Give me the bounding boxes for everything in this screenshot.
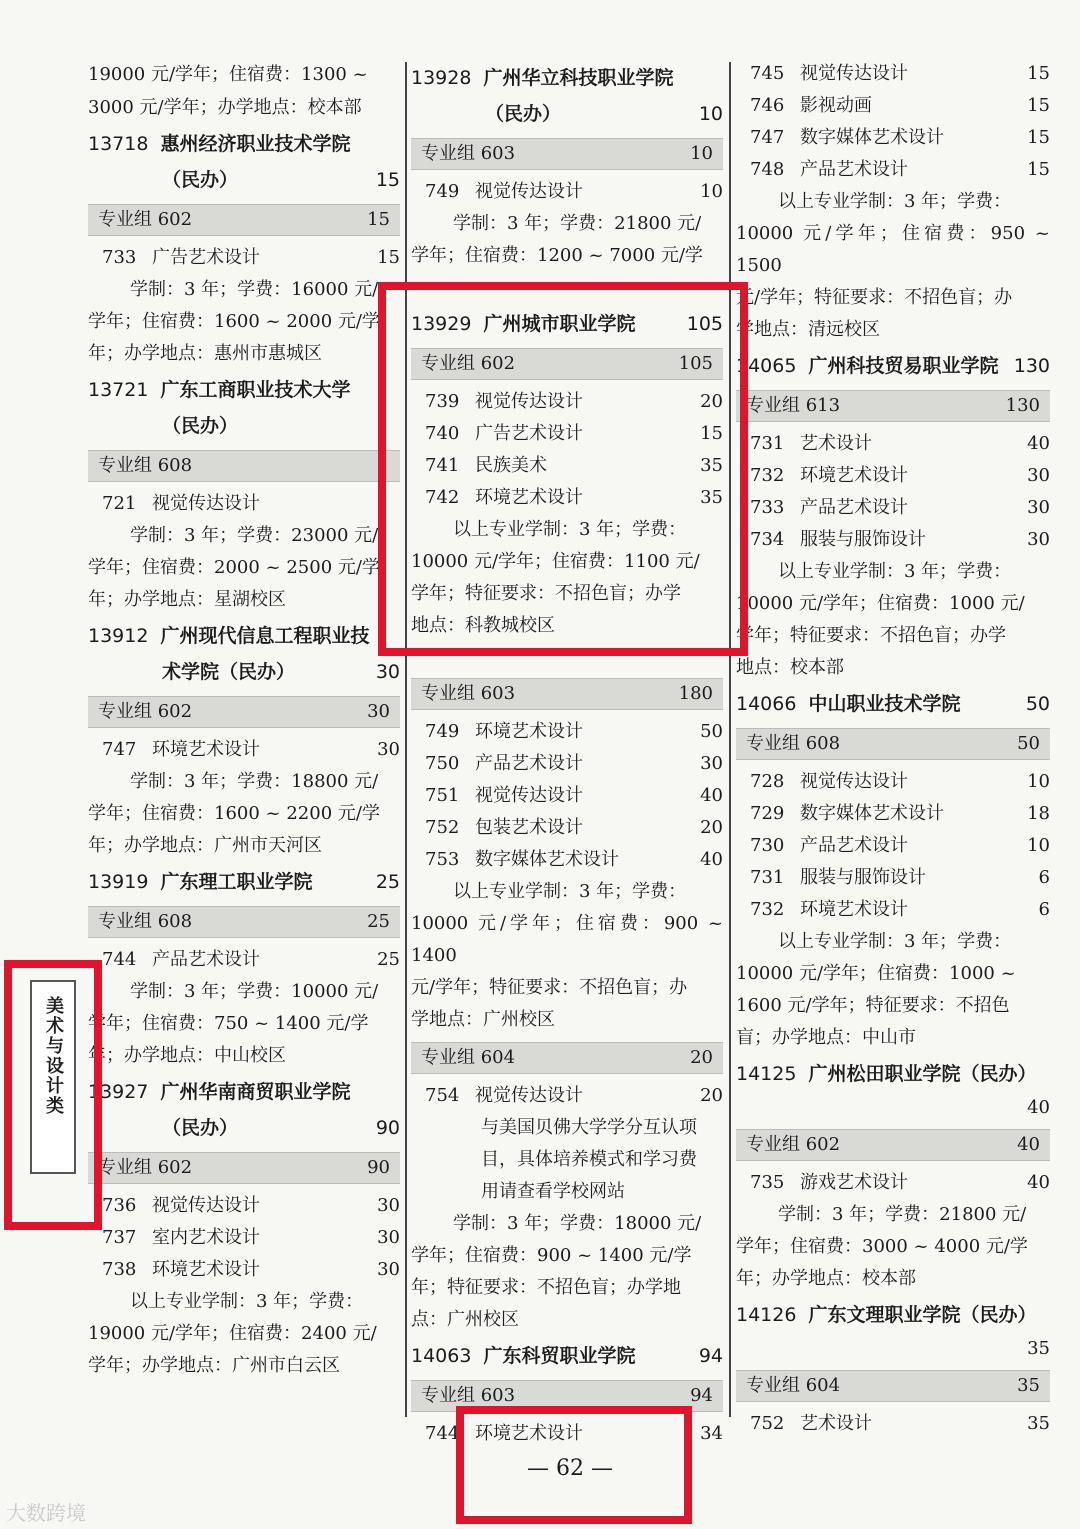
group-count: 180 bbox=[678, 683, 713, 704]
major-code: 731 bbox=[750, 433, 785, 454]
major-name: 环境艺术设计 bbox=[800, 899, 908, 920]
major-code: 733 bbox=[750, 497, 785, 518]
institution-name: 广州华南商贸职业学院 bbox=[160, 1081, 351, 1103]
major-row bbox=[411, 176, 723, 208]
major-name: 数字媒体艺术设计 bbox=[800, 803, 944, 824]
institution-count: 35 bbox=[1027, 1338, 1050, 1359]
desc-line: 年；办学地点：校本部 bbox=[736, 1268, 916, 1289]
desc-line: 点：广州校区 bbox=[411, 1309, 519, 1330]
note-line: 与美国贝佛大学学分互认项 bbox=[481, 1117, 697, 1138]
major-count: 15 bbox=[1027, 127, 1050, 148]
major-name: 产品艺术设计 bbox=[152, 949, 260, 970]
major-code: 747 bbox=[750, 127, 785, 148]
major-code: 737 bbox=[102, 1227, 137, 1248]
major-row bbox=[411, 716, 723, 748]
column-divider bbox=[729, 62, 731, 1417]
desc-line: 学年；办学地点：广州市白云区 bbox=[88, 1355, 340, 1376]
major-name: 环境艺术设计 bbox=[475, 1423, 583, 1444]
major-count: 34 bbox=[700, 1423, 723, 1444]
column-divider bbox=[405, 62, 407, 1417]
category-label: 美术与设计类 bbox=[43, 996, 64, 1116]
major-count: 20 bbox=[700, 817, 723, 838]
group-count: 94 bbox=[690, 1385, 713, 1406]
major-row bbox=[736, 830, 1050, 862]
institution-13919 bbox=[88, 864, 400, 900]
institution-14125 bbox=[736, 1056, 1050, 1092]
major-row bbox=[88, 1222, 400, 1254]
institution-name: 广东理工职业学院 bbox=[160, 871, 313, 893]
institution-name: 广州现代信息工程职业技 bbox=[160, 625, 370, 647]
major-name: 视觉传达设计 bbox=[800, 771, 908, 792]
major-row bbox=[88, 488, 400, 520]
institution-count: 105 bbox=[686, 313, 723, 335]
major-code: 730 bbox=[750, 835, 785, 856]
major-count: 18 bbox=[1027, 803, 1050, 824]
watermark: 大数跨境 bbox=[6, 1501, 86, 1525]
desc-line: 以上专业学制：3 年；学费： bbox=[453, 881, 687, 902]
group-label: 专业组 603 bbox=[421, 143, 516, 164]
column-2 bbox=[411, 58, 723, 1450]
desc-line: 元/学年；特征要求：不招色盲；办 bbox=[411, 977, 688, 998]
major-count: 35 bbox=[700, 487, 723, 508]
major-count: 40 bbox=[700, 785, 723, 806]
major-name: 视觉传达设计 bbox=[152, 1195, 260, 1216]
institution-14126 bbox=[736, 1297, 1050, 1333]
major-code: 752 bbox=[750, 1413, 785, 1434]
group-label: 专业组 604 bbox=[421, 1047, 516, 1068]
major-row bbox=[88, 242, 400, 274]
desc-line: 10000 元/学年；住宿费：1000 元/ bbox=[736, 593, 1025, 614]
group-label: 专业组 613 bbox=[746, 395, 841, 416]
desc-line: 年；办学地点：星湖校区 bbox=[88, 589, 286, 610]
institution-suffix: （民办） bbox=[162, 1117, 239, 1139]
desc-line: 以上专业学制：3 年；学费： bbox=[778, 561, 1012, 582]
major-count: 40 bbox=[1027, 1172, 1050, 1193]
group-count: 20 bbox=[690, 1047, 713, 1068]
note-line: 目，具体培养模式和学习费 bbox=[481, 1149, 697, 1170]
group-header bbox=[736, 1129, 1050, 1161]
major-count: 20 bbox=[700, 1085, 723, 1106]
major-row bbox=[736, 894, 1050, 926]
major-name: 服装与服饰设计 bbox=[800, 867, 926, 888]
major-count: 15 bbox=[377, 247, 400, 268]
major-code: 736 bbox=[102, 1195, 137, 1216]
major-name: 环境艺术设计 bbox=[152, 739, 260, 760]
group-count: 90 bbox=[367, 1157, 390, 1178]
major-count: 6 bbox=[1038, 899, 1050, 920]
desc-line: 学制：3 年；学费：18000 元/ bbox=[453, 1213, 702, 1234]
institution-code: 14063 bbox=[411, 1345, 472, 1367]
major-count: 10 bbox=[700, 181, 723, 202]
major-count: 6 bbox=[1038, 867, 1050, 888]
major-code: 742 bbox=[425, 487, 460, 508]
desc-line: 年；办学地点：中山校区 bbox=[88, 1045, 286, 1066]
major-code: 744 bbox=[425, 1423, 460, 1444]
major-name: 艺术设计 bbox=[800, 433, 872, 454]
major-name: 广告艺术设计 bbox=[152, 247, 260, 268]
institution-name: 惠州经济职业技术学院 bbox=[160, 133, 351, 155]
major-code: 731 bbox=[750, 867, 785, 888]
institution-count-row bbox=[736, 1333, 1050, 1364]
group-header bbox=[88, 1152, 400, 1184]
group-count: 35 bbox=[1017, 1375, 1040, 1396]
desc-line: 元/学年；特征要求：不招色盲；办 bbox=[736, 287, 1013, 308]
institution-name: 广州华立科技职业学院 bbox=[483, 67, 674, 89]
institution-suffix-row bbox=[88, 408, 400, 444]
institution-count-row bbox=[736, 1092, 1050, 1123]
institution-suffix: （民办） bbox=[162, 415, 239, 437]
highlight-box-side-tab bbox=[4, 960, 102, 1230]
desc-line: 以上专业学制：3 年；学费： bbox=[453, 519, 687, 540]
desc-line: 1600 元/学年；特征要求：不招色 bbox=[736, 995, 1010, 1016]
group-count: 130 bbox=[1005, 395, 1040, 416]
group-header bbox=[736, 1370, 1050, 1402]
major-code: 732 bbox=[750, 899, 785, 920]
institution-name: 广东工商职业技术大学 bbox=[160, 379, 351, 401]
group-count: 25 bbox=[367, 911, 390, 932]
major-code: 732 bbox=[750, 465, 785, 486]
desc-line: 地点：科教城校区 bbox=[411, 615, 555, 636]
institution-suffix: （民办） bbox=[162, 169, 239, 191]
major-code: 739 bbox=[425, 391, 460, 412]
group-label: 专业组 604 bbox=[746, 1375, 841, 1396]
major-count: 35 bbox=[700, 455, 723, 476]
major-count: 35 bbox=[1027, 1413, 1050, 1434]
institution-count: 94 bbox=[698, 1345, 723, 1367]
group-count: 40 bbox=[1017, 1134, 1040, 1155]
major-row bbox=[736, 862, 1050, 894]
institution-code: 13927 bbox=[88, 1081, 149, 1103]
desc-line: 盲；办学地点：中山市 bbox=[736, 1027, 916, 1048]
major-code: 749 bbox=[425, 181, 460, 202]
group-label: 专业组 608 bbox=[746, 733, 841, 754]
major-row bbox=[411, 748, 723, 780]
major-code: 746 bbox=[750, 95, 785, 116]
major-row bbox=[736, 492, 1050, 524]
major-name: 视觉传达设计 bbox=[475, 1085, 583, 1106]
major-name: 产品艺术设计 bbox=[800, 497, 908, 518]
desc-line: 学制：3 年；学费：16000 元/ bbox=[130, 279, 379, 300]
desc-line: 学制：3 年；学费：18800 元/ bbox=[130, 771, 379, 792]
institution-count: 40 bbox=[1027, 1097, 1050, 1118]
major-code: 734 bbox=[750, 529, 785, 550]
desc-line: 学年；住宿费：1200 ~ 7000 元/学 bbox=[411, 245, 703, 266]
desc-line: 学地点：广州校区 bbox=[411, 1009, 555, 1030]
column-1 bbox=[88, 58, 400, 1382]
major-name: 视觉传达设计 bbox=[152, 493, 260, 514]
institution-14066 bbox=[736, 686, 1050, 722]
major-count: 15 bbox=[1027, 63, 1050, 84]
major-code: 750 bbox=[425, 753, 460, 774]
desc-line: 以上专业学制：3 年；学费： bbox=[130, 1291, 364, 1312]
major-count: 30 bbox=[377, 1227, 400, 1248]
desc-line: 10000 元/学年；住宿费：1000 ~ bbox=[736, 963, 1016, 984]
desc-line: 10000 元/学年；住宿费：950 ~ 1500 bbox=[736, 223, 1050, 276]
desc-line: 年；特征要求：不招色盲；办学地 bbox=[411, 1277, 681, 1298]
major-name: 视觉传达设计 bbox=[475, 181, 583, 202]
desc-line: 学年；住宿费：1600 ~ 2000 元/学 bbox=[88, 311, 380, 332]
group-label: 专业组 608 bbox=[98, 455, 193, 476]
institution-suffix-row bbox=[411, 96, 723, 132]
group-header bbox=[88, 204, 400, 236]
group-count: 15 bbox=[367, 209, 390, 230]
major-row bbox=[411, 1080, 723, 1112]
major-code: 728 bbox=[750, 771, 785, 792]
major-code: 748 bbox=[750, 159, 785, 180]
major-code: 733 bbox=[102, 247, 137, 268]
major-row bbox=[736, 798, 1050, 830]
major-code: 729 bbox=[750, 803, 785, 824]
major-name: 环境艺术设计 bbox=[800, 465, 908, 486]
major-name: 数字媒体艺术设计 bbox=[475, 849, 619, 870]
institution-name: 广东文理职业学院（民办） bbox=[808, 1304, 1037, 1326]
institution-13718 bbox=[88, 126, 400, 162]
major-row bbox=[736, 428, 1050, 460]
group-label: 专业组 602 bbox=[98, 1157, 193, 1178]
major-name: 影视动画 bbox=[800, 95, 872, 116]
group-label: 专业组 608 bbox=[98, 911, 193, 932]
major-name: 环境艺术设计 bbox=[475, 721, 583, 742]
text-line: 3000 元/学年；办学地点：校本部 bbox=[88, 97, 362, 118]
institution-name: 广州科技贸易职业学院 bbox=[808, 355, 999, 377]
major-code: 749 bbox=[425, 721, 460, 742]
major-count: 30 bbox=[377, 739, 400, 760]
major-row bbox=[88, 734, 400, 766]
institution-code: 14066 bbox=[736, 693, 797, 715]
major-code: 721 bbox=[102, 493, 137, 514]
institution-14065 bbox=[736, 348, 1050, 384]
institution-code: 13912 bbox=[88, 625, 149, 647]
group-label: 专业组 602 bbox=[746, 1134, 841, 1155]
institution-code: 13928 bbox=[411, 67, 472, 89]
major-name: 民族美术 bbox=[475, 455, 547, 476]
major-name: 产品艺术设计 bbox=[800, 159, 908, 180]
major-row bbox=[736, 1408, 1050, 1440]
group-header bbox=[88, 906, 400, 938]
group-header bbox=[88, 450, 400, 482]
group-header bbox=[411, 1042, 723, 1074]
institution-suffix-row bbox=[88, 162, 400, 198]
desc-line: 以上专业学制：3 年；学费： bbox=[778, 931, 1012, 952]
institution-13912 bbox=[88, 618, 400, 654]
major-name: 环境艺术设计 bbox=[152, 1259, 260, 1280]
desc-line: 学年；住宿费：750 ~ 1400 元/学 bbox=[88, 1013, 369, 1034]
major-count: 10 bbox=[1027, 771, 1050, 792]
desc-line: 学年；特征要求：不招色盲；办学 bbox=[736, 625, 1006, 646]
desc-line: 学年；住宿费：1600 ~ 2200 元/学 bbox=[88, 803, 380, 824]
major-code: 752 bbox=[425, 817, 460, 838]
major-count: 30 bbox=[377, 1259, 400, 1280]
major-count: 30 bbox=[700, 753, 723, 774]
major-code: 754 bbox=[425, 1085, 460, 1106]
group-count: 30 bbox=[367, 701, 390, 722]
institution-name: 广东科贸职业学院 bbox=[483, 1345, 636, 1367]
desc-line: 学制：3 年；学费：21800 元/ bbox=[778, 1204, 1027, 1225]
institution-suffix-row bbox=[88, 654, 400, 690]
major-count: 30 bbox=[1027, 529, 1050, 550]
institution-code: 13929 bbox=[411, 313, 472, 335]
desc-line: 年；办学地点：广州市天河区 bbox=[88, 835, 322, 856]
note-line: 用请查看学校网站 bbox=[481, 1181, 625, 1202]
major-name: 游戏艺术设计 bbox=[800, 1172, 908, 1193]
desc-line: 学年；特征要求：不招色盲；办学 bbox=[411, 583, 681, 604]
desc-line: 年；办学地点：惠州市惠城区 bbox=[88, 343, 322, 364]
desc-line: 10000 元/学年；住宿费：900 ~ 1400 bbox=[411, 913, 723, 966]
desc-line: 学年；住宿费：900 ~ 1400 元/学 bbox=[411, 1245, 692, 1266]
group-header bbox=[736, 390, 1050, 422]
major-row bbox=[736, 58, 1050, 90]
desc-line: 学地点：清远校区 bbox=[736, 319, 880, 340]
group-label: 专业组 602 bbox=[421, 353, 516, 374]
group-header bbox=[736, 728, 1050, 760]
group-label: 专业组 603 bbox=[421, 683, 516, 704]
major-row bbox=[88, 1190, 400, 1222]
major-name: 产品艺术设计 bbox=[475, 753, 583, 774]
major-name: 广告艺术设计 bbox=[475, 423, 583, 444]
major-code: 740 bbox=[425, 423, 460, 444]
institution-count: 90 bbox=[375, 1117, 400, 1139]
group-count: 105 bbox=[678, 353, 713, 374]
text-line: 19000 元/学年；住宿费：1300 ~ bbox=[88, 64, 368, 85]
institution-count: 30 bbox=[375, 661, 400, 683]
major-row bbox=[411, 844, 723, 876]
major-row bbox=[88, 1254, 400, 1286]
major-code: 741 bbox=[425, 455, 460, 476]
major-code: 745 bbox=[750, 63, 785, 84]
institution-13927 bbox=[88, 1074, 400, 1110]
institution-code: 14125 bbox=[736, 1063, 797, 1085]
institution-name: 广州松田职业学院（民办） bbox=[808, 1063, 1037, 1085]
major-row bbox=[411, 780, 723, 812]
major-count: 30 bbox=[1027, 497, 1050, 518]
institution-count: 50 bbox=[1025, 693, 1050, 715]
desc-line: 学制：3 年；学费：10000 元/ bbox=[130, 981, 379, 1002]
institution-code: 14065 bbox=[736, 355, 797, 377]
major-name: 环境艺术设计 bbox=[475, 487, 583, 508]
institution-name: 中山职业技术学院 bbox=[808, 693, 961, 715]
group-label: 专业组 603 bbox=[421, 1385, 516, 1406]
major-row bbox=[411, 812, 723, 844]
institution-suffix-row bbox=[88, 1110, 400, 1146]
institution-code: 13721 bbox=[88, 379, 149, 401]
group-count: 50 bbox=[1017, 733, 1040, 754]
major-row bbox=[88, 944, 400, 976]
column-3 bbox=[736, 58, 1050, 1440]
major-count: 10 bbox=[1027, 835, 1050, 856]
institution-13928 bbox=[411, 60, 723, 96]
major-row bbox=[736, 524, 1050, 556]
institution-code: 13919 bbox=[88, 871, 149, 893]
major-count: 15 bbox=[700, 423, 723, 444]
desc-line: 学年；住宿费：2000 ~ 2500 元/学 bbox=[88, 557, 380, 578]
major-count: 30 bbox=[377, 1195, 400, 1216]
major-name: 产品艺术设计 bbox=[800, 835, 908, 856]
major-name: 包装艺术设计 bbox=[475, 817, 583, 838]
major-row bbox=[736, 1167, 1050, 1199]
group-header bbox=[88, 696, 400, 728]
group-count: 10 bbox=[690, 143, 713, 164]
group-header bbox=[411, 138, 723, 170]
major-row bbox=[736, 90, 1050, 122]
institution-code: 14126 bbox=[736, 1304, 797, 1326]
desc-line: 学制：3 年；学费：23000 元/ bbox=[130, 525, 379, 546]
major-name: 视觉传达设计 bbox=[475, 391, 583, 412]
institution-count: 130 bbox=[1013, 355, 1050, 377]
institution-13721 bbox=[88, 372, 400, 408]
major-count: 40 bbox=[700, 849, 723, 870]
institution-suffix: 术学院（民办） bbox=[162, 661, 296, 683]
institution-name: 广州城市职业学院 bbox=[483, 313, 636, 335]
institution-code: 13718 bbox=[88, 133, 149, 155]
major-count: 20 bbox=[700, 391, 723, 412]
major-count: 25 bbox=[377, 949, 400, 970]
group-label: 专业组 602 bbox=[98, 701, 193, 722]
highlight-box-institution bbox=[378, 282, 748, 656]
institution-14063 bbox=[411, 1338, 723, 1374]
major-count: 50 bbox=[700, 721, 723, 742]
desc-line: 学制：3 年；学费：21800 元/ bbox=[453, 213, 702, 234]
institution-count: 15 bbox=[375, 169, 400, 191]
major-code: 753 bbox=[425, 849, 460, 870]
major-name: 室内艺术设计 bbox=[152, 1227, 260, 1248]
major-code: 735 bbox=[750, 1172, 785, 1193]
highlight-box-page-number bbox=[456, 1406, 692, 1524]
institution-suffix: （民办） bbox=[485, 103, 562, 125]
major-name: 视觉传达设计 bbox=[475, 785, 583, 806]
institution-count: 10 bbox=[698, 103, 723, 125]
page-number: — 62 — bbox=[527, 1456, 613, 1481]
major-row bbox=[736, 154, 1050, 186]
major-count: 15 bbox=[1027, 95, 1050, 116]
desc-line: 19000 元/学年；住宿费：2400 元/ bbox=[88, 1323, 377, 1344]
major-code: 744 bbox=[102, 949, 137, 970]
major-code: 738 bbox=[102, 1259, 137, 1280]
major-name: 服装与服饰设计 bbox=[800, 529, 926, 550]
group-label: 专业组 602 bbox=[98, 209, 193, 230]
major-name: 数字媒体艺术设计 bbox=[800, 127, 944, 148]
major-row bbox=[736, 460, 1050, 492]
desc-line: 以上专业学制：3 年；学费： bbox=[778, 191, 1012, 212]
desc-line: 10000 元/学年；住宿费：1100 元/ bbox=[411, 551, 700, 572]
desc-line: 地点：校本部 bbox=[736, 657, 844, 678]
major-name: 艺术设计 bbox=[800, 1413, 872, 1434]
major-count: 15 bbox=[1027, 159, 1050, 180]
major-name: 视觉传达设计 bbox=[800, 63, 908, 84]
major-row bbox=[736, 122, 1050, 154]
group-header bbox=[411, 678, 723, 710]
major-count: 30 bbox=[1027, 465, 1050, 486]
major-code: 751 bbox=[425, 785, 460, 806]
desc-line: 学年；住宿费：3000 ~ 4000 元/学 bbox=[736, 1236, 1028, 1257]
major-code: 747 bbox=[102, 739, 137, 760]
major-row bbox=[736, 766, 1050, 798]
major-count: 40 bbox=[1027, 433, 1050, 454]
institution-count: 25 bbox=[375, 871, 400, 893]
